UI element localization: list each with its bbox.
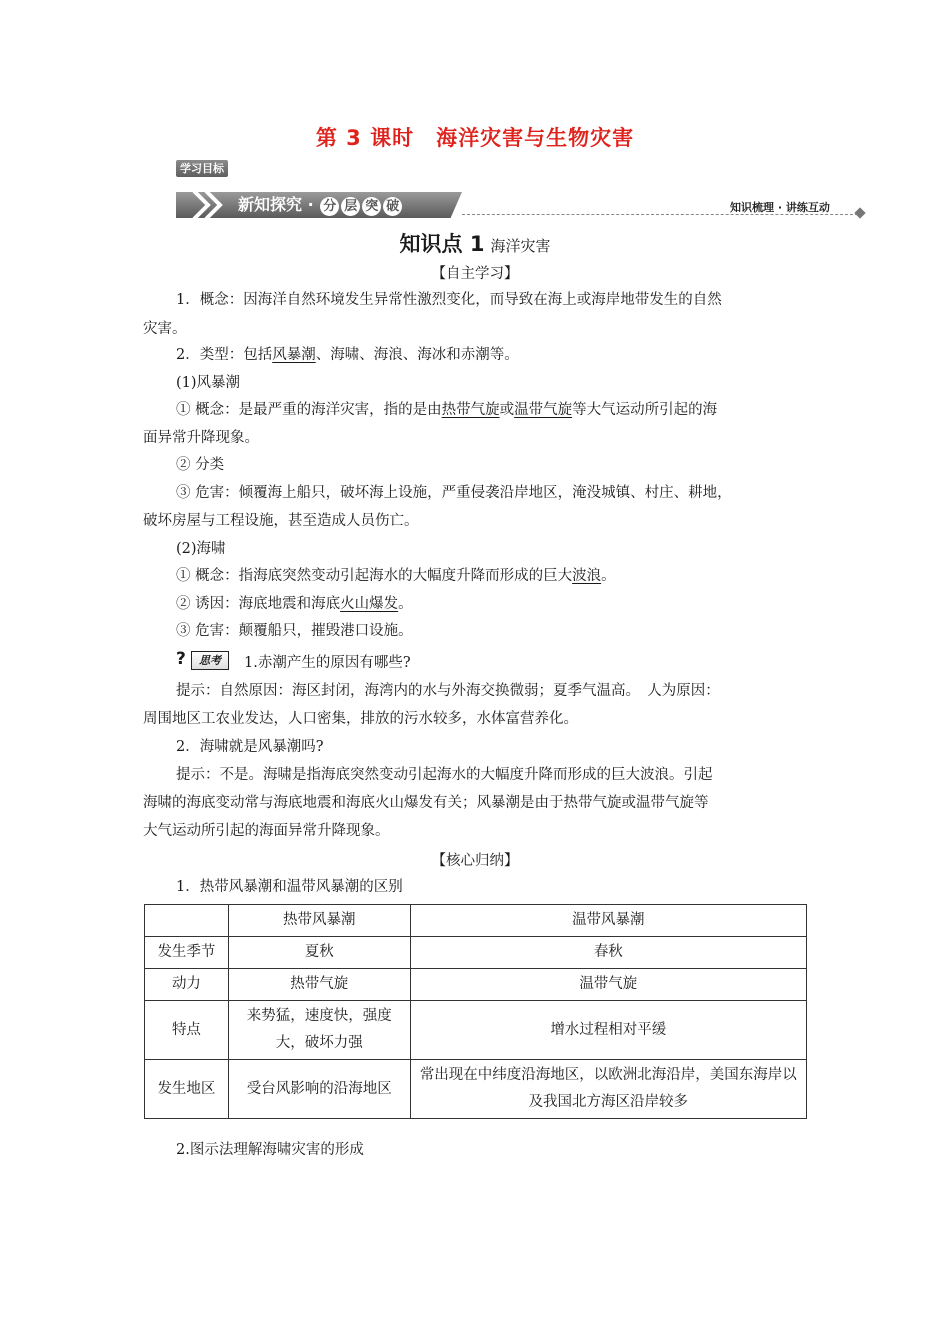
learning-goal-tag: 学习目标 (176, 160, 228, 177)
banner-char: 突 (362, 197, 381, 216)
underlined-term: 火山爆发 (340, 596, 399, 612)
table-row (145, 1060, 807, 1119)
types-line: 2．类型：包括风暴潮、海啸、海浪、海冰和赤潮等。 (176, 347, 519, 363)
self-study-heading: 【自主学习】 (431, 266, 519, 282)
table-row (145, 969, 807, 1001)
storm-concept-line-1: ① 概念：是最严重的海洋灾害，指的是由热带气旋或温带气旋等大气运动所引起的海 (176, 402, 718, 418)
underlined-term: 温带气旋 (514, 402, 573, 418)
banner-char: 层 (341, 197, 360, 216)
knowledge-point-heading (0, 228, 950, 258)
core-item-1: 1．热带风暴潮和温带风暴潮的区别 (176, 879, 403, 895)
think-answer-1-line-2: 周围地区工农业发达，人口密集，排放的污水较多，水体富营养化。 (143, 711, 578, 727)
think-icon: ? 思考 (176, 651, 232, 670)
table-cell: 热带气旋 (228, 969, 410, 1001)
table-cell: 特点 (145, 1001, 229, 1060)
concept-line-1: 1．概念：因海洋自然环境发生异常性激烈变化，而导致在海上或海岸地带发生的自然 (176, 292, 722, 308)
concept-line-2: 灾害。 (143, 321, 187, 337)
think-answer-2-line-2: 海啸的海底变动常与海底地震和海底火山爆发有关；风暴潮是由于热带气旋或温带气旋等 (143, 795, 709, 811)
table-cell: 来势猛，速度快，强度大，破坏力强 (228, 1001, 410, 1060)
storm-classify: ② 分类 (176, 457, 225, 473)
think-answer-2-line-1: 提示：不是。海啸是指海底突然变动引起海水的大幅度升降而形成的巨大波浪。引起 (176, 767, 713, 783)
core-summary-heading: 【核心归纳】 (431, 853, 519, 869)
underlined-term: 热带气旋 (441, 402, 500, 418)
table-cell: 温带气旋 (410, 969, 806, 1001)
banner-char: 分 (320, 197, 339, 216)
table-cell: 发生季节 (145, 937, 229, 969)
diamond-icon (854, 207, 865, 218)
storm-surge-comparison-table (144, 904, 807, 1119)
table-cell: 发生地区 (145, 1060, 229, 1119)
storm-harm-line-1: ③ 危害：倾覆海上船只，破坏海上设施，严重侵袭沿岸地区，淹没城镇、村庄、耕地， (176, 485, 732, 501)
table-cell (145, 905, 229, 937)
tsunami-cause: ② 诱因：海底地震和海底火山爆发。 (176, 596, 413, 612)
table-cell: 受台风影响的沿海地区 (228, 1060, 410, 1119)
banner-prefix: 新知探究 · (238, 195, 320, 214)
underlined-term: 风暴潮 (272, 347, 316, 363)
table-row (145, 937, 807, 969)
think-answer-1-line-1: 提示：自然原因：海区封闭，海湾内的水与外海交换微弱；夏季气温高。 人为原因： (176, 683, 720, 699)
storm-concept-line-2: 面异常升降现象。 (143, 430, 259, 446)
underlined-term: 波浪 (572, 568, 602, 584)
tsunami-title: (2)海啸 (176, 541, 226, 557)
page-title: 第 3 课时 海洋灾害与生物灾害 (315, 126, 635, 150)
banner-subtitle: 知识梳理 · 讲练互动 (730, 201, 830, 214)
core-item-2: 2.图示法理解海啸灾害的形成 (176, 1142, 364, 1158)
table-cell: 夏秋 (228, 937, 410, 969)
knowledge-point-number: 知识点 1 (399, 232, 485, 256)
banner-title (238, 194, 403, 216)
table-cell: 常出现在中纬度沿海地区，以欧洲北海沿岸，美国东海岸以及我国北方海区沿岸较多 (410, 1060, 806, 1119)
tsunami-harm: ③ 危害：颠覆船只，摧毁港口设施。 (176, 623, 413, 639)
table-cell: 热带风暴潮 (228, 905, 410, 937)
storm-title: (1)风暴潮 (176, 375, 241, 391)
table-cell: 增水过程相对平缓 (410, 1001, 806, 1060)
table-header-row (145, 905, 807, 937)
table-cell: 春秋 (410, 937, 806, 969)
think-question-1: 1.赤潮产生的原因有哪些? (244, 655, 411, 671)
think-answer-2-line-3: 大气运动所引起的海面异常升降现象。 (143, 823, 390, 839)
tsunami-concept: ① 概念：指海底突然变动引起海水的大幅度升降而形成的巨大波浪。 (176, 568, 616, 584)
think-question-2: 2．海啸就是风暴潮吗? (176, 739, 324, 755)
storm-harm-line-2: 破坏房屋与工程设施，甚至造成人员伤亡。 (143, 513, 419, 529)
table-cell: 温带风暴潮 (410, 905, 806, 937)
think-icon-label: 思考 (191, 651, 229, 670)
double-chevron-icon (190, 188, 230, 222)
knowledge-point-topic: 海洋灾害 (490, 237, 551, 255)
table-cell: 动力 (145, 969, 229, 1001)
table-row (145, 1001, 807, 1060)
banner-char: 破 (383, 197, 402, 216)
